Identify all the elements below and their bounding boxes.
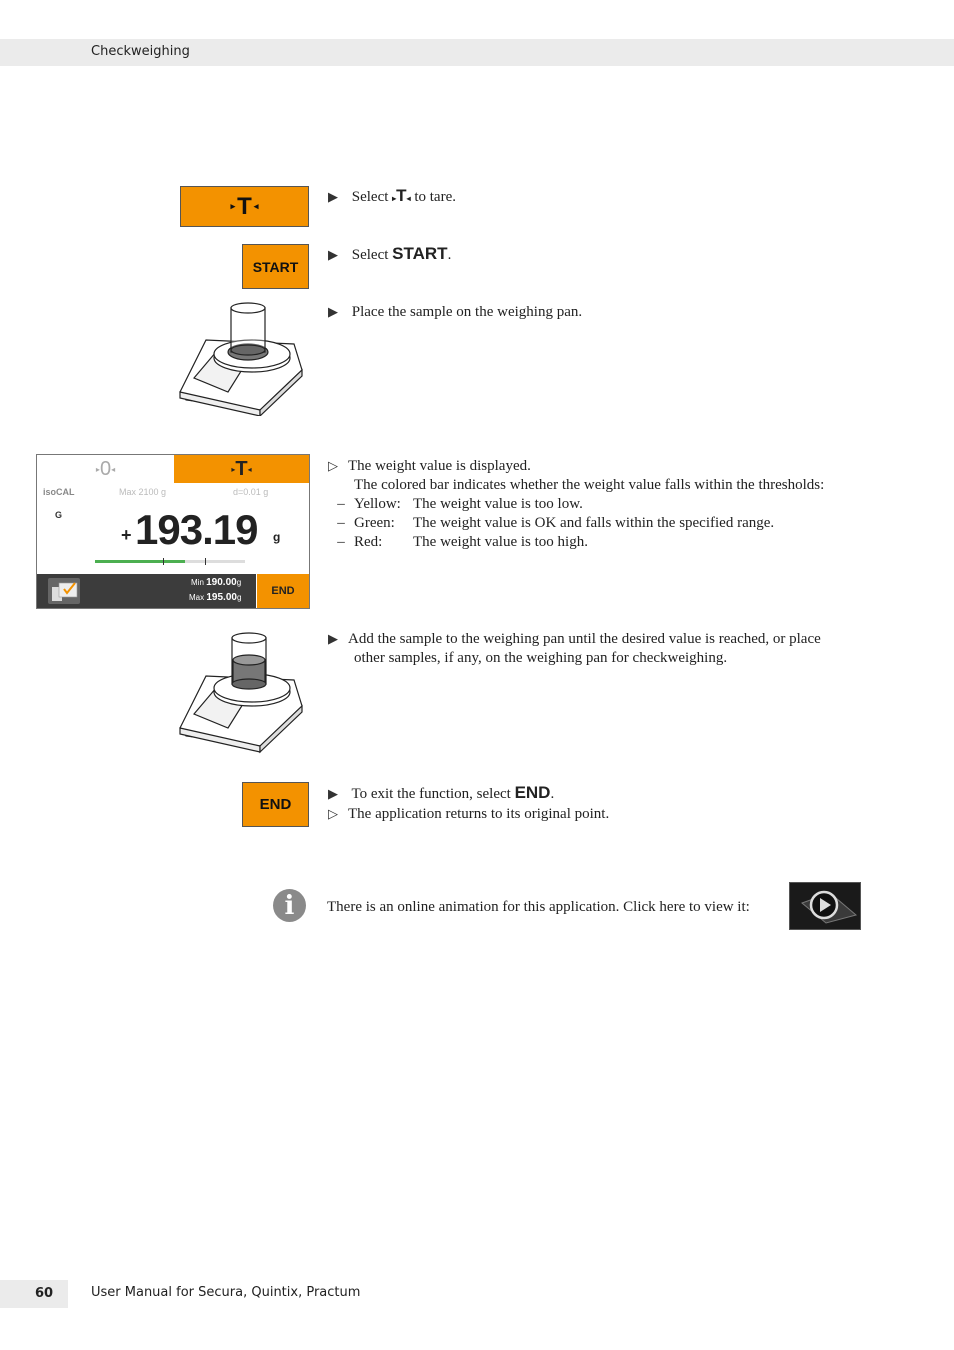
animation-link[interactable] xyxy=(789,882,861,930)
weight-value: 193.19 xyxy=(135,506,258,553)
weight-sign: + xyxy=(121,525,132,545)
checkweigh-bar xyxy=(95,560,245,563)
step-exit: ▶ To exit the function, select END. ▷ The application returns to its original point. xyxy=(328,783,610,822)
balance-with-sample-icon xyxy=(176,300,310,416)
balance-display xyxy=(36,454,310,609)
weight-unit: g xyxy=(273,530,281,544)
threshold-item xyxy=(328,533,888,552)
info-text: There is an online animation for this application. Click here to view it: xyxy=(327,899,750,915)
display-bottom-bar: Min 190.00g Max 195.00g xyxy=(37,574,256,608)
display-end-key[interactable]: END xyxy=(257,574,309,608)
mode-label: G xyxy=(55,510,63,520)
max-label: Max xyxy=(189,593,205,602)
envelope-check-icon[interactable] xyxy=(47,577,81,605)
footer-title: User Manual for Secura, Quintix, Practum xyxy=(91,1285,361,1300)
end-button[interactable]: END xyxy=(242,782,309,827)
filled-triangle-icon: ▶ xyxy=(328,189,338,204)
min-label: Min xyxy=(191,578,204,587)
filled-triangle-icon: ▶ xyxy=(328,786,338,801)
outline-triangle-icon: ▷ xyxy=(328,806,338,821)
inline-tare-key: ▸T◂ xyxy=(392,186,411,205)
arrow-right-icon: ▸ xyxy=(230,201,236,211)
threshold-list xyxy=(328,495,888,552)
filled-triangle-icon: ▶ xyxy=(328,304,338,319)
max-capacity: Max 2100 g xyxy=(119,487,167,497)
filled-triangle-icon: ▶ xyxy=(328,247,338,262)
display-tare-key[interactable]: ▸ T ◂ xyxy=(174,455,309,483)
zero-key[interactable]: ▸ 0 ◂ xyxy=(95,457,116,480)
step-tare: ▶ Select ▸T◂ to tare. xyxy=(328,186,456,205)
bar-explanation: The colored bar indicates whether the weight value falls within the thresholds: xyxy=(354,477,825,493)
dash: – xyxy=(337,496,345,512)
dash: – xyxy=(337,534,345,550)
threshold-meaning: The weight value is too low. xyxy=(413,496,583,512)
min-value: 190.00 xyxy=(206,577,237,588)
filled-triangle-icon: ▶ xyxy=(328,631,338,646)
dash: – xyxy=(337,515,345,531)
threshold-item xyxy=(328,495,888,514)
balance-with-more-sample-icon xyxy=(176,630,310,754)
threshold-color: Yellow: xyxy=(354,496,401,512)
max-threshold-tick xyxy=(205,558,206,565)
max-value: 195.00 xyxy=(206,592,237,603)
info-icon: i xyxy=(273,889,306,922)
threshold-meaning: The weight value is too high. xyxy=(413,534,588,550)
threshold-meaning: The weight value is OK and falls within the specified range. xyxy=(413,515,775,531)
threshold-color: Red: xyxy=(354,534,383,550)
threshold-color: Green: xyxy=(354,515,395,531)
tare-button[interactable]: ▸ T ◂ xyxy=(180,186,309,227)
step-place-sample: ▶ Place the sample on the weighing pan. xyxy=(328,304,583,320)
start-button[interactable]: START xyxy=(242,244,309,289)
threshold-item xyxy=(328,514,888,533)
step-add-sample: ▶ Add the sample to the weighing pan until the desired value is reached, or place other samples, if any, on the weighing pan for checkweighing. xyxy=(328,631,821,666)
readability: d=0.01 g xyxy=(233,487,269,497)
page-number: 60 xyxy=(34,1286,54,1301)
play-icon xyxy=(790,883,860,929)
section-title: Checkweighing xyxy=(91,44,190,59)
step-start: ▶ Select START. xyxy=(328,244,452,263)
outline-triangle-icon: ▷ xyxy=(328,458,338,473)
isocal-label: isoCAL xyxy=(43,487,75,497)
step-weight-displayed: ▷ The weight value is displayed. The colored bar indicates whether the weight value falls within the thresholds: – Yellow: The weight value is too low. – Green: The weight value is OK and falls within the specified range. – Red: The weight value is too high. xyxy=(328,456,888,552)
arrow-left-icon: ◂ xyxy=(253,201,259,211)
min-threshold-tick xyxy=(163,558,164,565)
checkweigh-bar-fill xyxy=(95,560,185,563)
